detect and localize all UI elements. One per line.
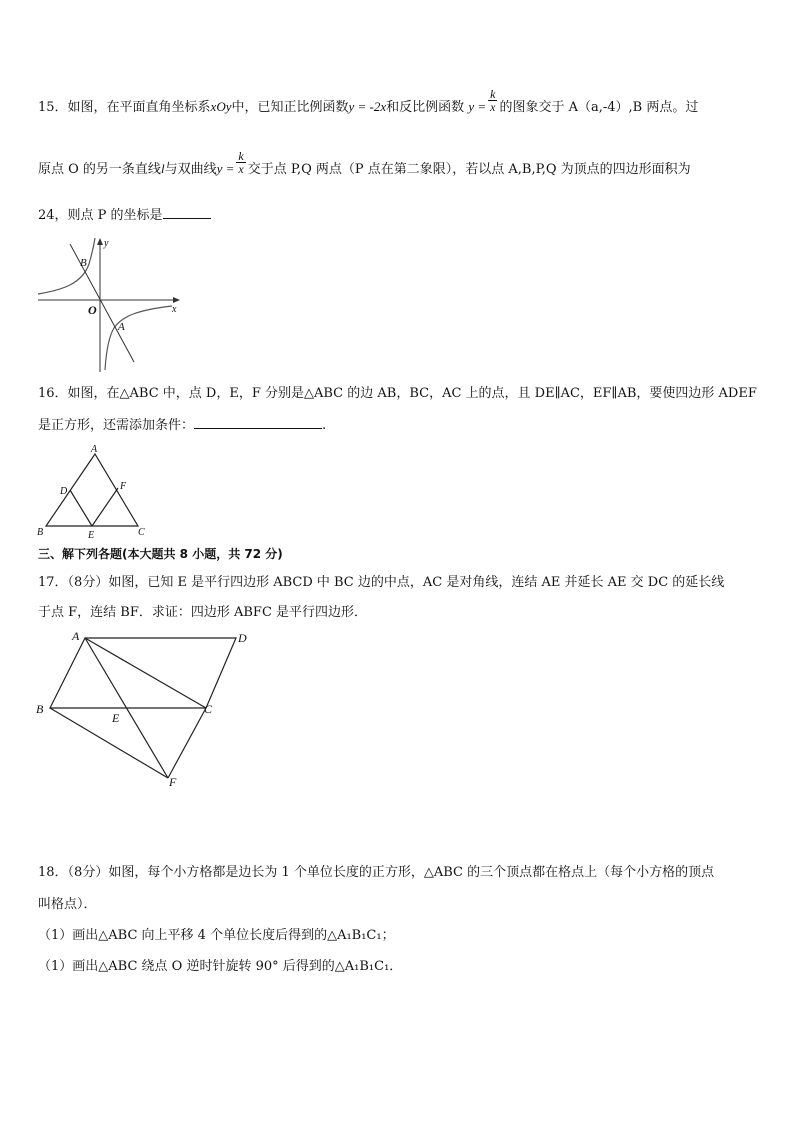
segment-ef — [92, 488, 118, 526]
q17-line-1 — [38, 576, 724, 589]
fig16-label-d: D — [60, 486, 68, 497]
hyperbola-branch-lower-right — [105, 306, 172, 370]
q15-text-b: 中，已知正比例函数 — [231, 100, 349, 115]
q16-line-1 — [38, 387, 757, 400]
fig15-label-y: y — [104, 238, 109, 249]
fig16-label-b: B — [37, 527, 44, 538]
fig15-label-x: x — [172, 304, 177, 315]
segment-de — [70, 490, 92, 526]
q16-figure — [34, 442, 154, 540]
q15-line-l: l — [160, 161, 165, 176]
q15-text-d: 的图象交于 A（a,-4）,B 两点。过 — [499, 100, 699, 115]
q16-text-c: . — [322, 418, 327, 433]
fig16-label-c: C — [138, 527, 145, 538]
q15-figure — [34, 234, 186, 374]
q15-eq1: y = -2x — [348, 99, 387, 114]
fig17-label-c: C — [204, 702, 213, 716]
q15-line-3 — [38, 209, 211, 222]
q18-line-3 — [38, 929, 395, 942]
q18-subquestion-1: （1）画出△ABC 向上平移 4 个单位长度后得到的△A₁B₁C₁； — [38, 928, 395, 943]
fig15-label-o: O — [88, 303, 97, 317]
q17-text-a: 17．（8分）如图，已知 E 是平行四边形 ABCD 中 BC 边的中点，AC 是对角线，连结 AE 并延长 AE 交 DC 的延长线 — [38, 575, 725, 590]
segment-cf — [168, 708, 206, 778]
fig17-label-a: A — [72, 629, 80, 643]
q15-xoy: xOy — [210, 99, 232, 114]
x-axis-arrow — [173, 297, 180, 303]
q15-text-e: 原点 O 的另一条直线 — [38, 162, 161, 177]
fraction-numerator: k — [238, 149, 244, 163]
fig15-label-a: A — [118, 321, 125, 333]
parallelogram-abcd — [50, 638, 236, 708]
segment-bf — [50, 708, 168, 778]
fig17-label-e: E — [112, 711, 120, 725]
q15-eq2-lhs: y = — [468, 99, 487, 114]
q18-line-4 — [38, 960, 402, 973]
q15-text-c: 和反比例函数 — [386, 100, 465, 115]
fig15-label-b: B — [80, 257, 87, 269]
fig17-label-f: F — [169, 775, 177, 789]
fig17-label-b: B — [36, 702, 44, 716]
fraction-denominator: x — [490, 100, 496, 114]
fig17-label-d: D — [238, 631, 247, 645]
q15-fraction-1 — [488, 88, 497, 113]
q15-line-1 — [38, 87, 699, 115]
q16-text-a: 16．如图，在△ABC 中，点 D，E，F 分别是△ABC 的边 AB，BC，AC 上的点，且 DE∥AC，EF∥AB，要使四边形 ADEF — [38, 386, 757, 401]
q15-text-f: 与双曲线 — [164, 162, 217, 177]
fraction-numerator: k — [490, 87, 496, 101]
q15-text-h: 24，则点 P 的坐标是 — [38, 208, 163, 223]
y-axis-arrow — [97, 238, 103, 245]
diagonal-ac — [85, 638, 206, 708]
q18-text-a: 18．（8分）如图，每个小方格都是边长为 1 个单位长度的正方形，△ABC 的三个顶点都在格点上（每个小方格的顶点 — [38, 865, 715, 880]
fig16-label-f: F — [120, 481, 127, 492]
fig16-label-a: A — [91, 444, 98, 455]
q15-line-2 — [38, 149, 691, 177]
q16-text-b: 是正方形，还需添加条件： — [38, 418, 195, 433]
q18-subquestion-2: （1）画出△ABC 绕点 O 逆时针旋转 90° 后得到的△A₁B₁C₁． — [38, 959, 403, 974]
q15-fraction-2 — [236, 150, 245, 175]
fig16-label-e: E — [88, 530, 95, 540]
q17-text-b: 于点 F，连结 BF．求证：四边形 ABFC 是平行四边形． — [38, 605, 368, 620]
section-heading: 三、解下列各题(本大题共 8 小题，共 72 分) — [38, 547, 283, 561]
q18-line-1 — [38, 866, 714, 879]
q18-line-2 — [38, 898, 97, 911]
answer-blank[interactable] — [163, 218, 211, 219]
q15-text-a: 15．如图，在平面直角坐标系 — [38, 100, 211, 115]
fraction-denominator: x — [238, 162, 244, 176]
q15-text-g: 交于点 P,Q 两点（P 点在第二象限），若以点 A,B,P,Q 为顶点的四边形面积为 — [247, 162, 691, 177]
q17-line-2 — [38, 606, 367, 619]
q15-eq3-lhs: y = — [216, 161, 235, 176]
q18-text-b: 叫格点）． — [38, 897, 97, 912]
q17-figure — [30, 626, 266, 794]
answer-blank[interactable] — [194, 428, 322, 429]
q16-line-2 — [38, 419, 326, 432]
